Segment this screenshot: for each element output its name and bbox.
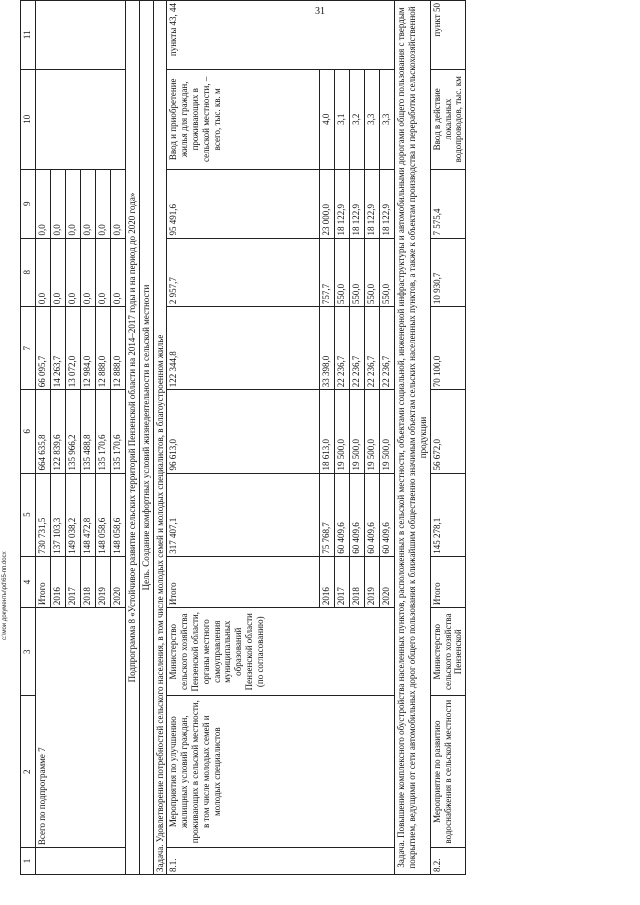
year-cell: 2016	[51, 556, 66, 607]
value-cell: 0,0	[81, 238, 96, 307]
year-cell: 2020	[111, 556, 126, 607]
year-cell: Итого	[36, 556, 51, 607]
value-cell: 22 236,7	[350, 307, 365, 390]
header-row	[21, 1, 36, 875]
value-cell: 122 344,8	[167, 307, 320, 390]
value-cell: 550,0	[350, 238, 365, 307]
value-cell: 96 613,0	[167, 390, 320, 473]
indicator-value: 3,1	[335, 69, 350, 169]
year-cell: 2016	[320, 556, 335, 607]
value-cell: 22 236,7	[380, 307, 395, 390]
subtotal-label: Всего по подпрограмме 7	[36, 608, 126, 848]
indicator-value: 3,2	[350, 69, 365, 169]
header-cell: 11	[21, 1, 36, 70]
value-cell: 13 072,0	[66, 307, 81, 390]
value-cell: 60 409,6	[365, 473, 380, 556]
value-cell: 0,0	[51, 169, 66, 238]
value-cell: 18 122,9	[365, 169, 380, 238]
value-cell: 18 613,0	[320, 390, 335, 473]
year-cell: Итого	[430, 556, 465, 607]
value-cell: 0,0	[51, 238, 66, 307]
value-cell: 135 170,6	[111, 390, 126, 473]
budget-table	[20, 0, 466, 875]
value-cell: 148 472,8	[81, 473, 96, 556]
footer-path: с:\мои документы\pd\65-пп.docx	[2, 551, 8, 640]
header-cell: 7	[21, 307, 36, 390]
year-cell: 2017	[66, 556, 81, 607]
value-cell: 2 957,7	[167, 238, 320, 307]
year-cell: 2018	[81, 556, 96, 607]
value-cell: 19 500,0	[350, 390, 365, 473]
year-cell: Итого	[167, 556, 320, 607]
header-cell: 9	[21, 169, 36, 238]
value-cell: 0,0	[66, 169, 81, 238]
value-cell: 148 058,6	[96, 473, 111, 556]
points-cell: пункты 43, 44	[167, 1, 395, 70]
table-row	[395, 1, 430, 875]
value-cell: 19 500,0	[380, 390, 395, 473]
value-cell: 12 888,0	[96, 307, 111, 390]
points-cell: пункт 50	[430, 1, 465, 70]
header-cell: 4	[21, 556, 36, 607]
value-cell: 60 409,6	[350, 473, 365, 556]
value-cell: 550,0	[335, 238, 350, 307]
value-cell: 550,0	[380, 238, 395, 307]
table-row	[153, 1, 167, 875]
item-number: 8.2.	[430, 848, 465, 875]
value-cell: 0,0	[66, 238, 81, 307]
value-cell: 0,0	[81, 169, 96, 238]
value-cell: 18 122,9	[350, 169, 365, 238]
value-cell: 145 278,1	[430, 473, 465, 556]
indicator-value: 3,3	[380, 69, 395, 169]
value-cell: 22 236,7	[335, 307, 350, 390]
year-cell: 2017	[335, 556, 350, 607]
indicator-cell: Ввод и приобретение жилья для граждан, проживающих в сельской местности, – всего, тыс. кв. м	[167, 69, 320, 169]
header-cell: 2	[21, 696, 36, 848]
table-row	[126, 1, 140, 875]
value-cell: 0,0	[111, 238, 126, 307]
year-cell: 2019	[365, 556, 380, 607]
header-cell: 5	[21, 473, 36, 556]
value-cell: 75 768,7	[320, 473, 335, 556]
value-cell: 135 966,2	[66, 390, 81, 473]
indicator-cell: Ввод в действие локальных водопроводов, тыс. км	[430, 69, 465, 169]
indicator-value: 4,0	[320, 69, 335, 169]
value-cell: 66 095,7	[36, 307, 51, 390]
value-cell: 550,0	[365, 238, 380, 307]
value-cell: 135 488,8	[81, 390, 96, 473]
header-cell: 8	[21, 238, 36, 307]
value-cell: 56 672,0	[430, 390, 465, 473]
table-row	[430, 1, 465, 875]
empty-cell	[36, 848, 126, 875]
measure-name: Мероприятие по развитию водоснабжения в сельской местности	[430, 696, 465, 848]
value-cell: 149 038,2	[66, 473, 81, 556]
value-cell: 70 100,0	[430, 307, 465, 390]
task-row: Задача. Удовлетворение потребностей сельского населения, в том числе молодых семей и молодых специалистов, в благоустроенном жилье	[153, 1, 167, 875]
header-cell: 1	[21, 848, 36, 875]
value-cell: 12 984,0	[81, 307, 96, 390]
value-cell: 33 398,0	[320, 307, 335, 390]
year-cell: 2020	[380, 556, 395, 607]
value-cell: 18 122,9	[380, 169, 395, 238]
empty-cell	[36, 1, 126, 70]
value-cell: 0,0	[36, 169, 51, 238]
value-cell: 10 930,7	[430, 238, 465, 307]
value-cell: 0,0	[96, 169, 111, 238]
value-cell: 0,0	[111, 169, 126, 238]
year-cell: 2019	[96, 556, 111, 607]
value-cell: 14 263,7	[51, 307, 66, 390]
value-cell: 7 575,4	[430, 169, 465, 238]
table-row	[36, 1, 51, 875]
value-cell: 730 731,5	[36, 473, 51, 556]
empty-cell	[36, 69, 126, 169]
goal-row: Цель. Создание комфортных условий жизнедеятельности в сельской местности	[139, 1, 153, 875]
value-cell: 664 635,8	[36, 390, 51, 473]
executor-cell: Министерство сельского хозяйства Пензенской области, органы местного самоуправления муниципальных образований Пензенской области (по согласованию)	[167, 608, 395, 696]
page-number: 31	[315, 6, 325, 17]
task-row: Задача. Повышение комплексного обустройства населенных пунктов, расположенных в сельской местности, объектами социальной, инженерной инфраструктуры и автомобильными дорогами общего пользования с твердым покрытием, ведущими от сети автомобильных дорог общего пользования к ближайшим общественно значимым объектам сельских населенных пунктов, а также к объектам производства и переработки сельскохозяйственной продукции	[395, 1, 430, 875]
header-cell: 10	[21, 69, 36, 169]
subprogram-title: Подпрограмма 8 «Устойчивое развитие сельских территорий Пензенской области на 2014–2017 годы и на период до 2020 года»	[126, 1, 140, 875]
value-cell: 18 122,9	[335, 169, 350, 238]
indicator-value: 3,3	[365, 69, 380, 169]
value-cell: 19 500,0	[365, 390, 380, 473]
value-cell: 60 409,6	[335, 473, 350, 556]
value-cell: 60 409,6	[380, 473, 395, 556]
value-cell: 0,0	[36, 238, 51, 307]
measure-name: Мероприятия по улучшению жилищных условий граждан, проживающих в сельской местности, в том числе молодых семей и молодых специалистов	[167, 696, 395, 848]
value-cell: 23 000,0	[320, 169, 335, 238]
value-cell: 12 888,0	[111, 307, 126, 390]
rotated-table-container	[20, 0, 590, 875]
value-cell: 22 236,7	[365, 307, 380, 390]
table-row	[167, 1, 320, 875]
value-cell: 19 500,0	[335, 390, 350, 473]
value-cell: 148 058,6	[111, 473, 126, 556]
value-cell: 757,7	[320, 238, 335, 307]
value-cell: 95 491,6	[167, 169, 320, 238]
value-cell: 135 170,6	[96, 390, 111, 473]
table-row	[139, 1, 153, 875]
executor-cell: Министерство сельского хозяйства Пензенской	[430, 608, 465, 696]
year-cell: 2018	[350, 556, 365, 607]
value-cell: 0,0	[96, 238, 111, 307]
item-number: 8.1.	[167, 848, 395, 875]
value-cell: 137 103,3	[51, 473, 66, 556]
header-cell: 6	[21, 390, 36, 473]
header-cell: 3	[21, 608, 36, 696]
value-cell: 317 407,1	[167, 473, 320, 556]
value-cell: 122 839,6	[51, 390, 66, 473]
